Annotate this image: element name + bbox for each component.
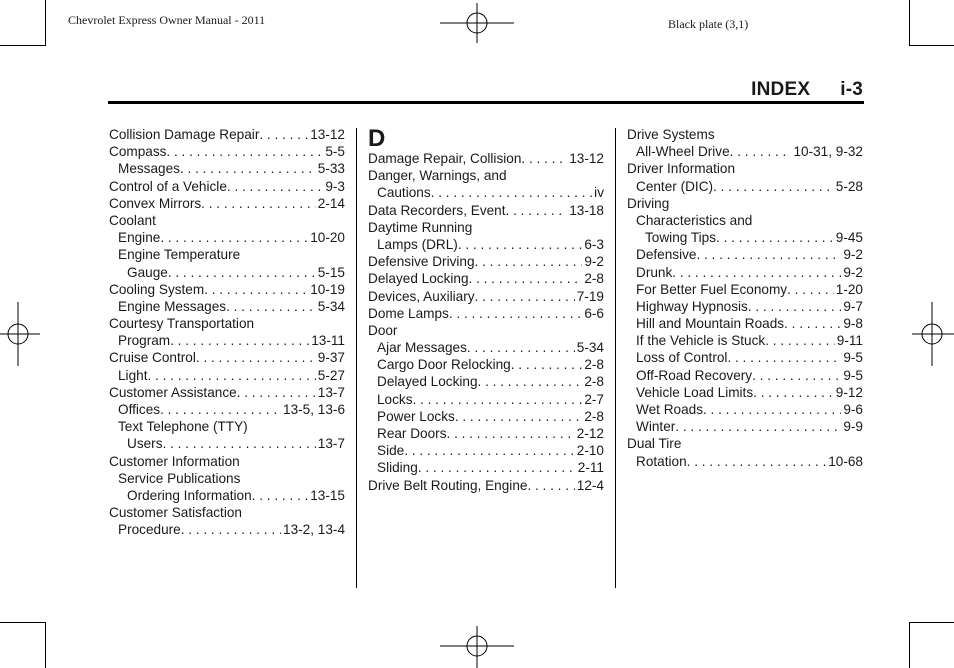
index-entry-page-ref[interactable]: 1-20 xyxy=(835,281,863,297)
index-entry-label: Winter xyxy=(636,419,676,435)
index-entry[interactable] xyxy=(627,453,863,470)
section-name: INDEX xyxy=(751,79,811,100)
index-entry-label: Off-Road Recovery xyxy=(636,367,753,383)
index-entry-label: Hill and Mountain Roads xyxy=(636,316,785,332)
dot-leader xyxy=(201,195,316,212)
index-entry-label: Courtesy Transportation xyxy=(109,316,255,332)
index-entry[interactable] xyxy=(109,229,345,246)
index-entry-page-ref[interactable]: iv xyxy=(594,185,604,201)
manual-title: Chevrolet Express Owner Manual - 2011 xyxy=(68,13,266,27)
index-entry-page-ref[interactable]: 9-3 xyxy=(325,178,345,194)
crop-mark xyxy=(45,0,46,46)
index-entry-label: Power Locks xyxy=(377,408,455,424)
dot-leader xyxy=(675,418,841,435)
index-entry xyxy=(109,212,345,229)
index-entry-page-ref[interactable]: 2-10 xyxy=(576,443,604,459)
dot-leader xyxy=(784,315,841,332)
index-entry[interactable] xyxy=(109,349,345,366)
index-entry-label: Characteristics and xyxy=(636,212,753,228)
index-entry-label: Ajar Messages xyxy=(377,340,467,356)
index-entry-label: Devices, Auxiliary xyxy=(368,288,475,304)
index-entry-label: Data Recorders, Event xyxy=(368,202,506,218)
index-entry[interactable] xyxy=(109,143,345,160)
index-entry-page-ref[interactable]: 2-8 xyxy=(584,374,604,390)
index-column-3 xyxy=(627,126,863,470)
dot-leader xyxy=(752,367,841,384)
index-entry[interactable] xyxy=(368,184,604,201)
dot-leader xyxy=(753,384,834,401)
index-entry-page-ref[interactable]: 9-12 xyxy=(835,384,863,400)
index-entry[interactable] xyxy=(109,401,345,418)
dot-leader xyxy=(511,356,583,373)
index-entry[interactable] xyxy=(368,288,604,305)
index-entry[interactable] xyxy=(627,349,863,366)
index-entry-label: Towing Tips xyxy=(645,230,717,246)
index-entry-page-ref[interactable]: 12-4 xyxy=(576,477,604,493)
index-entry-label: Coolant xyxy=(109,212,156,228)
dot-leader xyxy=(252,487,309,504)
index-entry-label: Center (DIC) xyxy=(636,178,714,194)
dot-leader xyxy=(226,298,316,315)
index-entry-page-ref[interactable]: 2-12 xyxy=(576,426,604,441)
index-entry-page-ref[interactable]: 10-68 xyxy=(828,453,863,469)
dot-leader xyxy=(196,349,316,366)
index-entry-page-ref[interactable]: 13-7 xyxy=(317,436,345,452)
index-entry-page-ref[interactable]: 13-15 xyxy=(310,487,345,503)
index-entry-page-ref[interactable]: 2-7 xyxy=(584,391,604,407)
index-entry xyxy=(368,322,604,339)
index-entry-page-ref[interactable]: 6-3 xyxy=(584,236,604,252)
index-entry-label: Cruise Control xyxy=(109,350,196,366)
index-entry[interactable] xyxy=(627,246,863,263)
index-entry-page-ref[interactable]: 10-20 xyxy=(310,230,345,246)
dot-leader xyxy=(413,391,583,408)
crop-mark xyxy=(45,622,46,668)
index-entry-page-ref[interactable]: 5-34 xyxy=(317,298,345,314)
index-entry xyxy=(109,453,345,470)
index-entry-page-ref[interactable]: 2-8 xyxy=(584,357,604,373)
registration-mark-icon xyxy=(0,302,40,366)
index-entry[interactable] xyxy=(109,264,345,281)
index-entry-label: Gauge xyxy=(127,264,168,280)
index-entry-page-ref[interactable]: 2-11 xyxy=(577,460,604,476)
index-entry-label: Engine xyxy=(118,230,161,246)
index-entry[interactable] xyxy=(109,435,345,452)
index-entry[interactable] xyxy=(109,281,345,298)
page-number: i-3 xyxy=(840,79,863,100)
dot-leader xyxy=(204,281,308,298)
crop-mark xyxy=(0,45,46,46)
index-entry xyxy=(368,219,604,236)
dot-leader xyxy=(478,373,583,390)
dot-leader xyxy=(727,349,841,366)
registration-mark-icon xyxy=(912,302,954,366)
index-entry-page-ref[interactable]: 9-37 xyxy=(317,350,345,366)
index-entry-label: Dual Tire xyxy=(627,436,682,452)
index-entry-label: Delayed Locking xyxy=(377,374,478,390)
index-entry-label: Customer Assistance xyxy=(109,384,237,400)
dot-leader xyxy=(506,202,568,219)
dot-leader xyxy=(404,442,575,459)
index-entry[interactable] xyxy=(368,150,604,167)
index-entry xyxy=(627,126,863,143)
index-entry-label: Drive Systems xyxy=(627,127,715,142)
index-entry-page-ref[interactable]: 5-15 xyxy=(317,264,345,280)
index-entry-page-ref[interactable]: 13-18 xyxy=(569,202,604,218)
dot-leader xyxy=(180,160,316,177)
index-entry-page-ref[interactable]: 10-19 xyxy=(310,281,345,297)
index-entry-label: Compass xyxy=(109,144,167,160)
index-entry[interactable] xyxy=(368,408,604,425)
index-entry-page-ref[interactable]: 5-33 xyxy=(317,161,345,177)
index-entry-label: Text Telephone (TTY) xyxy=(118,419,248,435)
index-entry[interactable] xyxy=(368,356,604,373)
dot-leader xyxy=(455,408,583,425)
column-divider xyxy=(356,128,357,588)
crop-mark xyxy=(909,622,910,668)
dot-leader xyxy=(713,178,834,195)
registration-mark-icon xyxy=(440,3,514,43)
index-letter-heading: D xyxy=(368,125,386,152)
index-entry[interactable] xyxy=(627,401,863,418)
dot-leader xyxy=(259,126,308,143)
dot-leader xyxy=(163,435,316,452)
dot-leader xyxy=(475,288,575,305)
index-entry-label: Vehicle Load Limits xyxy=(636,384,754,400)
index-entry[interactable] xyxy=(627,178,863,195)
index-entry xyxy=(109,504,345,521)
index-entry-label: Highway Hypnosis xyxy=(636,298,748,314)
dot-leader xyxy=(168,264,316,281)
index-entry[interactable] xyxy=(368,477,604,494)
index-entry[interactable] xyxy=(368,305,604,322)
index-entry-label: Dome Lamps xyxy=(368,305,449,321)
dot-leader xyxy=(449,305,583,322)
index-entry-label: Users xyxy=(127,436,163,452)
dot-leader xyxy=(716,229,834,246)
dot-leader xyxy=(458,236,583,253)
index-entry-page-ref[interactable]: 9-2 xyxy=(584,254,604,270)
index-entry[interactable] xyxy=(627,264,863,281)
index-entry[interactable] xyxy=(368,459,604,476)
index-entry xyxy=(109,470,345,487)
index-entry-page-ref[interactable]: 10-31, 9-32 xyxy=(793,144,863,160)
index-entry-label: Engine Temperature xyxy=(118,247,241,263)
index-entry-page-ref[interactable]: 2-8 xyxy=(584,408,604,424)
index-entry-label: Cargo Door Relocking xyxy=(377,357,511,373)
index-entry-page-ref[interactable]: 13-11 xyxy=(311,333,345,349)
index-entry[interactable] xyxy=(368,253,604,270)
column-divider xyxy=(615,128,616,588)
index-entry xyxy=(109,418,345,435)
index-entry xyxy=(109,315,345,332)
index-entry[interactable] xyxy=(368,425,604,442)
index-entry[interactable] xyxy=(109,384,345,401)
crop-mark xyxy=(0,622,46,623)
index-entry-page-ref[interactable]: 5-27 xyxy=(317,367,345,383)
dot-leader xyxy=(787,281,834,298)
plate-label: Black plate (3,1) xyxy=(668,17,749,31)
index-entry-page-ref[interactable]: 9-7 xyxy=(843,298,863,314)
index-entry-page-ref[interactable]: 9-2 xyxy=(843,264,863,280)
index-entry-label: Rotation xyxy=(636,453,687,469)
index-entry-label: Loss of Control xyxy=(636,350,728,366)
index-entry[interactable] xyxy=(627,332,863,349)
index-entry-label: Offices xyxy=(118,402,161,417)
index-entry[interactable] xyxy=(627,143,863,160)
dot-leader xyxy=(418,459,576,476)
index-entry-page-ref[interactable]: 9-9 xyxy=(843,419,863,435)
index-entry[interactable] xyxy=(627,229,863,246)
index-entry[interactable] xyxy=(109,367,345,384)
index-entry[interactable] xyxy=(109,487,345,504)
index-entry xyxy=(627,160,863,177)
dot-leader xyxy=(527,477,574,494)
index-entry-label: Customer Information xyxy=(109,453,240,469)
index-entry-label: Collision Damage Repair xyxy=(109,127,260,142)
dot-leader xyxy=(227,178,323,195)
index-entry[interactable] xyxy=(109,160,345,177)
index-entry-label: Damage Repair, Collision xyxy=(368,151,522,166)
index-entry xyxy=(368,167,604,184)
index-entry-label: Daytime Running xyxy=(368,219,473,235)
index-entry-label: Procedure xyxy=(118,522,181,538)
index-entry-page-ref[interactable]: 9-5 xyxy=(843,350,863,366)
index-entry-label: For Better Fuel Economy xyxy=(636,281,788,297)
index-entry-label: Sliding xyxy=(377,460,418,476)
dot-leader xyxy=(467,339,575,356)
index-entry[interactable] xyxy=(627,281,863,298)
dot-leader xyxy=(765,332,835,349)
index-entry xyxy=(627,212,863,229)
index-entry-page-ref[interactable]: 6-6 xyxy=(584,305,604,321)
page-title xyxy=(751,79,863,101)
index-entry[interactable] xyxy=(109,195,345,212)
index-entry-page-ref[interactable]: 9-8 xyxy=(843,316,863,332)
index-column-2 xyxy=(368,126,604,494)
dot-leader xyxy=(696,246,841,263)
index-entry-page-ref[interactable]: 5-28 xyxy=(835,178,863,194)
index-entry-page-ref[interactable]: 9-6 xyxy=(843,402,863,417)
dot-leader xyxy=(160,401,281,418)
index-entry-label: Light xyxy=(118,367,148,383)
index-entry-page-ref[interactable]: 9-5 xyxy=(843,367,863,383)
index-entry-page-ref[interactable]: 13-12 xyxy=(569,151,604,166)
dot-leader xyxy=(730,143,792,160)
index-entry-label: Cooling System xyxy=(109,281,205,297)
index-entry-page-ref[interactable]: 13-12 xyxy=(310,127,345,142)
index-entry-label: Delayed Locking xyxy=(368,271,469,287)
index-entry-page-ref[interactable]: 13-2, 13-4 xyxy=(283,522,345,538)
dot-leader xyxy=(170,332,309,349)
dot-leader xyxy=(672,264,841,281)
crop-mark xyxy=(909,0,910,46)
index-entry-label: Lamps (DRL) xyxy=(377,236,458,252)
index-entry[interactable] xyxy=(368,442,604,459)
index-entry[interactable] xyxy=(627,315,863,332)
dot-leader xyxy=(521,150,567,167)
index-entry[interactable] xyxy=(368,391,604,408)
index-entry-label: Defensive xyxy=(636,247,697,263)
index-entry-label: If the Vehicle is Stuck xyxy=(636,333,766,349)
dot-leader xyxy=(469,270,583,287)
index-entry-label: Program xyxy=(118,333,171,349)
index-entry-label: Customer Satisfaction xyxy=(109,505,242,521)
index-entry-page-ref[interactable]: 13-5, 13-6 xyxy=(283,402,345,417)
dot-leader xyxy=(748,298,842,315)
index-entry-label: Locks xyxy=(377,391,413,407)
index-entry-label: Drunk xyxy=(636,264,673,280)
index-entry-label: Messages xyxy=(118,161,180,177)
index-entry[interactable] xyxy=(627,298,863,315)
index-entry-label: Driving xyxy=(627,195,670,211)
index-entry xyxy=(627,195,863,212)
index-entry[interactable] xyxy=(109,126,345,143)
dot-leader xyxy=(147,367,315,384)
index-entry[interactable] xyxy=(109,298,345,315)
dot-leader xyxy=(166,143,323,160)
index-entry-page-ref[interactable]: 5-5 xyxy=(325,144,345,160)
index-entry-label: Service Publications xyxy=(118,470,241,486)
dot-leader xyxy=(447,425,575,442)
dot-leader xyxy=(431,184,593,201)
index-entry-label: Ordering Information xyxy=(127,487,252,503)
registration-mark-icon xyxy=(440,626,514,668)
dot-leader xyxy=(475,253,583,270)
index-entry[interactable] xyxy=(627,367,863,384)
index-entry-label: Engine Messages xyxy=(118,298,227,314)
index-entry[interactable] xyxy=(368,270,604,287)
index-entry[interactable] xyxy=(627,418,863,435)
dot-leader xyxy=(237,384,316,401)
index-entry-label: Control of a Vehicle xyxy=(109,178,227,194)
index-entry-label: All-Wheel Drive xyxy=(636,144,730,160)
index-entry-page-ref[interactable]: 7-19 xyxy=(576,288,604,304)
index-entry-page-ref[interactable]: 13-7 xyxy=(317,384,345,400)
index-entry[interactable] xyxy=(368,202,604,219)
index-entry xyxy=(109,246,345,263)
dot-leader xyxy=(703,401,841,418)
index-entry[interactable] xyxy=(109,521,345,538)
dot-leader xyxy=(687,453,827,470)
dot-leader xyxy=(160,229,308,246)
index-entry-label: Danger, Warnings, and xyxy=(368,168,507,184)
index-entry xyxy=(627,435,863,452)
index-entry-page-ref[interactable]: 2-8 xyxy=(584,271,604,287)
index-entry[interactable] xyxy=(109,178,345,195)
index-entry[interactable] xyxy=(109,332,345,349)
index-entry-label: Wet Roads xyxy=(636,402,703,417)
index-entry-label: Side xyxy=(377,443,405,459)
index-entry[interactable] xyxy=(368,373,604,390)
index-entry-label: Driver Information xyxy=(627,161,736,177)
header-rule xyxy=(108,101,864,104)
index-entry-label: Defensive Driving xyxy=(368,254,475,270)
index-entry-label: Door xyxy=(368,322,398,338)
index-entry-page-ref[interactable]: 9-45 xyxy=(835,230,863,246)
index-entry-page-ref[interactable]: 9-2 xyxy=(843,247,863,263)
crop-mark xyxy=(909,45,954,46)
index-entry[interactable] xyxy=(368,236,604,253)
index-column-1 xyxy=(109,126,345,539)
index-entry[interactable] xyxy=(627,384,863,401)
index-entry-page-ref[interactable]: 2-14 xyxy=(317,195,345,211)
index-entry[interactable] xyxy=(368,339,604,356)
dot-leader xyxy=(181,521,281,538)
index-entry-label: Rear Doors xyxy=(377,426,447,441)
index-entry-label: Convex Mirrors xyxy=(109,195,202,211)
index-entry-label: Cautions xyxy=(377,185,431,201)
index-entry-label: Drive Belt Routing, Engine xyxy=(368,477,528,493)
index-entry-page-ref[interactable]: 5-34 xyxy=(576,340,604,356)
index-entry-page-ref[interactable]: 9-11 xyxy=(836,333,863,349)
crop-mark xyxy=(909,622,954,623)
